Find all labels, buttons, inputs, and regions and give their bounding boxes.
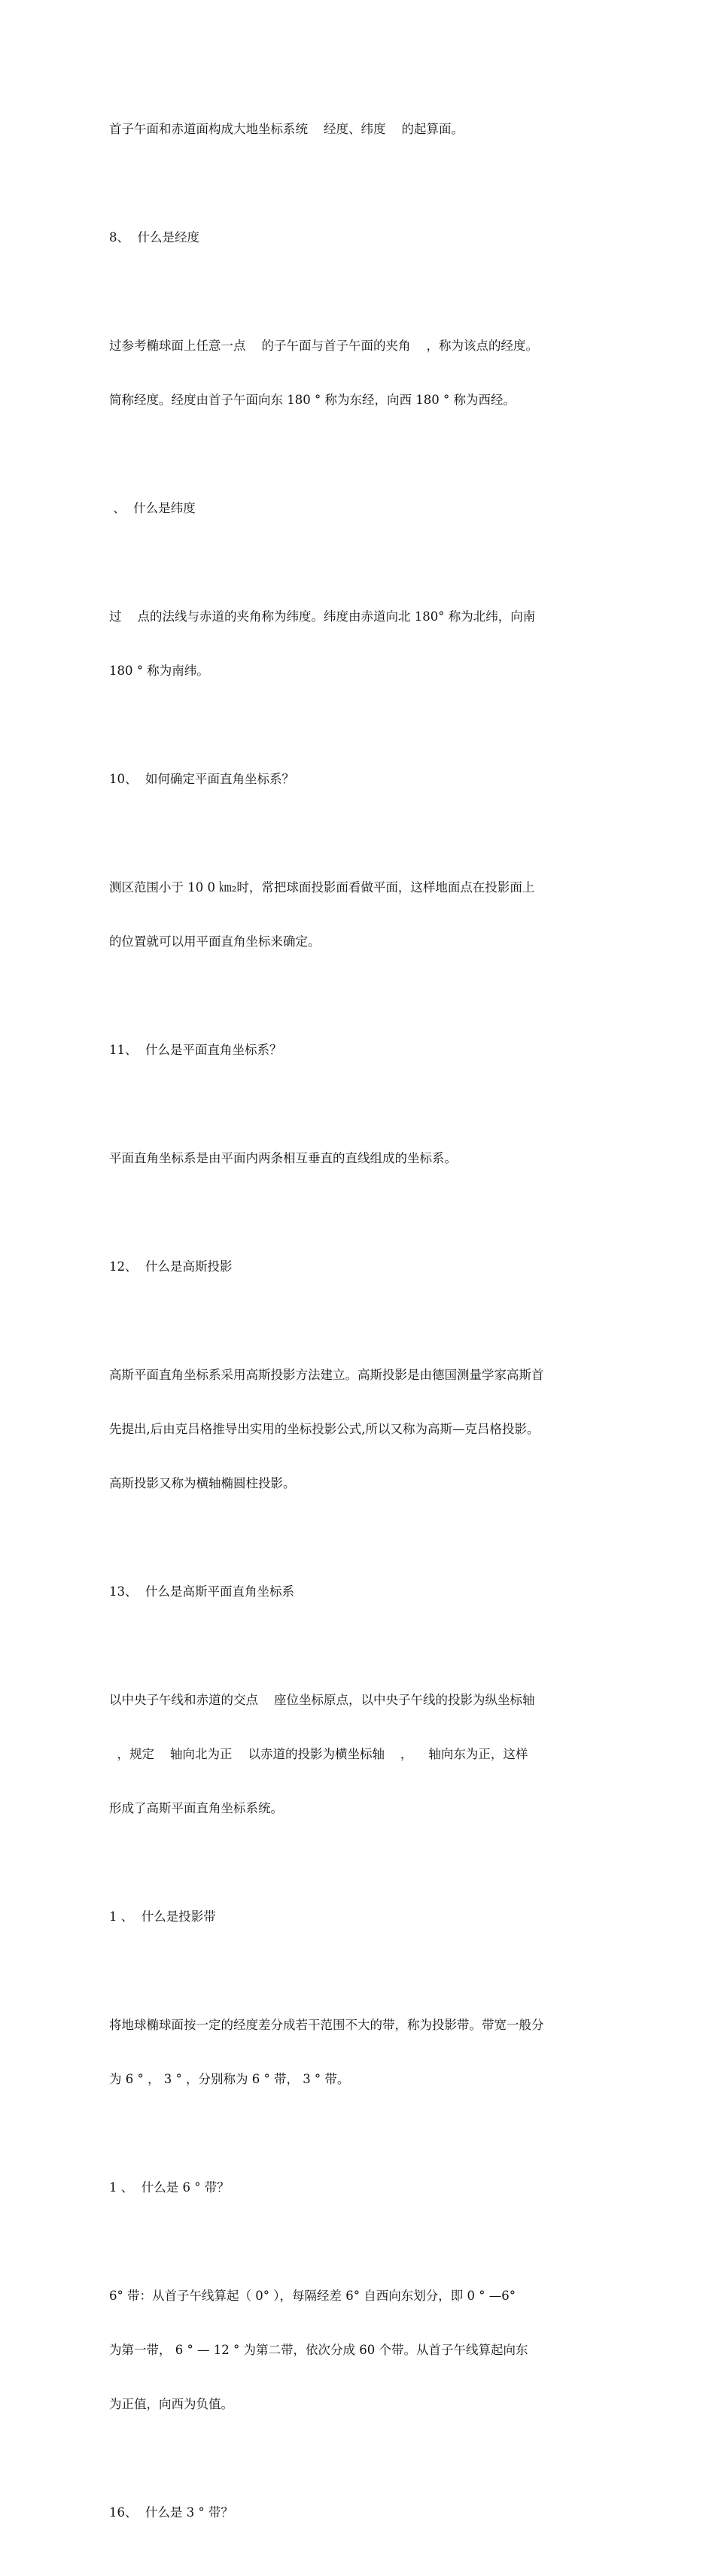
paragraph-longitude-definition: 过参考椭球面上任意一点 的子午面与首子午面的夹角 ，称为该点的经度。 简称经度。经度由首子午面向东 180 ° 称为东经，向西 180 ° 称为西经。 — [109, 339, 538, 407]
paragraph-six-degree-zone: 6° 带：从首子午线算起（ 0° ），每隔经差 6° 自西向东划分，即 0 ° —6° 为第一带， 6 ° — 12 ° 为第二带，依次分成 60 个带。从首子午线算起向东 为正值，向西为负值。 — [109, 2289, 528, 2411]
paragraph-plane-coordinates: 测区范围小于 10 0 ㎞₂时，常把球面投影面看做平面，这样地面点在投影面上 的位置就可以用平面直角坐标来确定。 — [109, 880, 535, 949]
paragraph-gauss-projection: 高斯平面直角坐标系采用高斯投影方法建立。高斯投影是由德国测量学家高斯首 先提出,后由克吕格推导出实用的坐标投影公式,所以又称为高斯—克吕格投影。 高斯投影又称为横轴椭圆柱投影。 — [109, 1368, 544, 1490]
document-page — [109, 84, 610, 2576]
question-14-projection-zone: 1 、 什么是投影带 — [109, 1909, 216, 1924]
question-10-plane-coordinates: 10、 如何确定平面直角坐标系？ — [109, 772, 294, 786]
paragraph-geodetic-coordinate-system: 首子午面和赤道面构成大地坐标系统 经度、纬度 的起算面。 — [109, 122, 464, 136]
paragraph-projection-zone: 将地球椭球面按一定的经度差分成若干范围不大的带，称为投影带。带宽一般分 为 6 ° ， 3 ° ，分别称为 6 ° 带， 3 ° 带。 — [109, 2018, 544, 2086]
question-13-gauss-plane-system: 13、 什么是高斯平面直角坐标系 — [109, 1584, 294, 1599]
question-12-gauss-projection: 12、 什么是高斯投影 — [109, 1259, 233, 1274]
paragraph-cartesian-system: 平面直角坐标系是由平面内两条相互垂直的直线组成的坐标系。 — [109, 1151, 457, 1165]
question-16-three-degree-zone: 16、 什么是 3 ° 带？ — [109, 2505, 233, 2520]
question-9-latitude: 、 什么是纬度 — [109, 501, 196, 515]
question-11-cartesian-system: 11、 什么是平面直角坐标系？ — [109, 1043, 282, 1057]
paragraph-gauss-plane-system: 以中央子午线和赤道的交点 座位坐标原点，以中央子午线的投影为纵坐标轴 ，规定 轴向北为正 以赤道的投影为横坐标轴 ， 轴向东为正，这样 形成了高斯平面直角坐标系统。 — [109, 1693, 535, 1815]
question-15-six-degree-zone: 1 、 什么是 6 ° 带？ — [109, 2180, 230, 2195]
paragraph-latitude-definition: 过 点的法线与赤道的夹角称为纬度。纬度由赤道向北 180° 称为北纬，向南 180 ° 称为南纬。 — [109, 609, 536, 678]
question-8-longitude: 8、 什么是经度 — [109, 230, 199, 245]
